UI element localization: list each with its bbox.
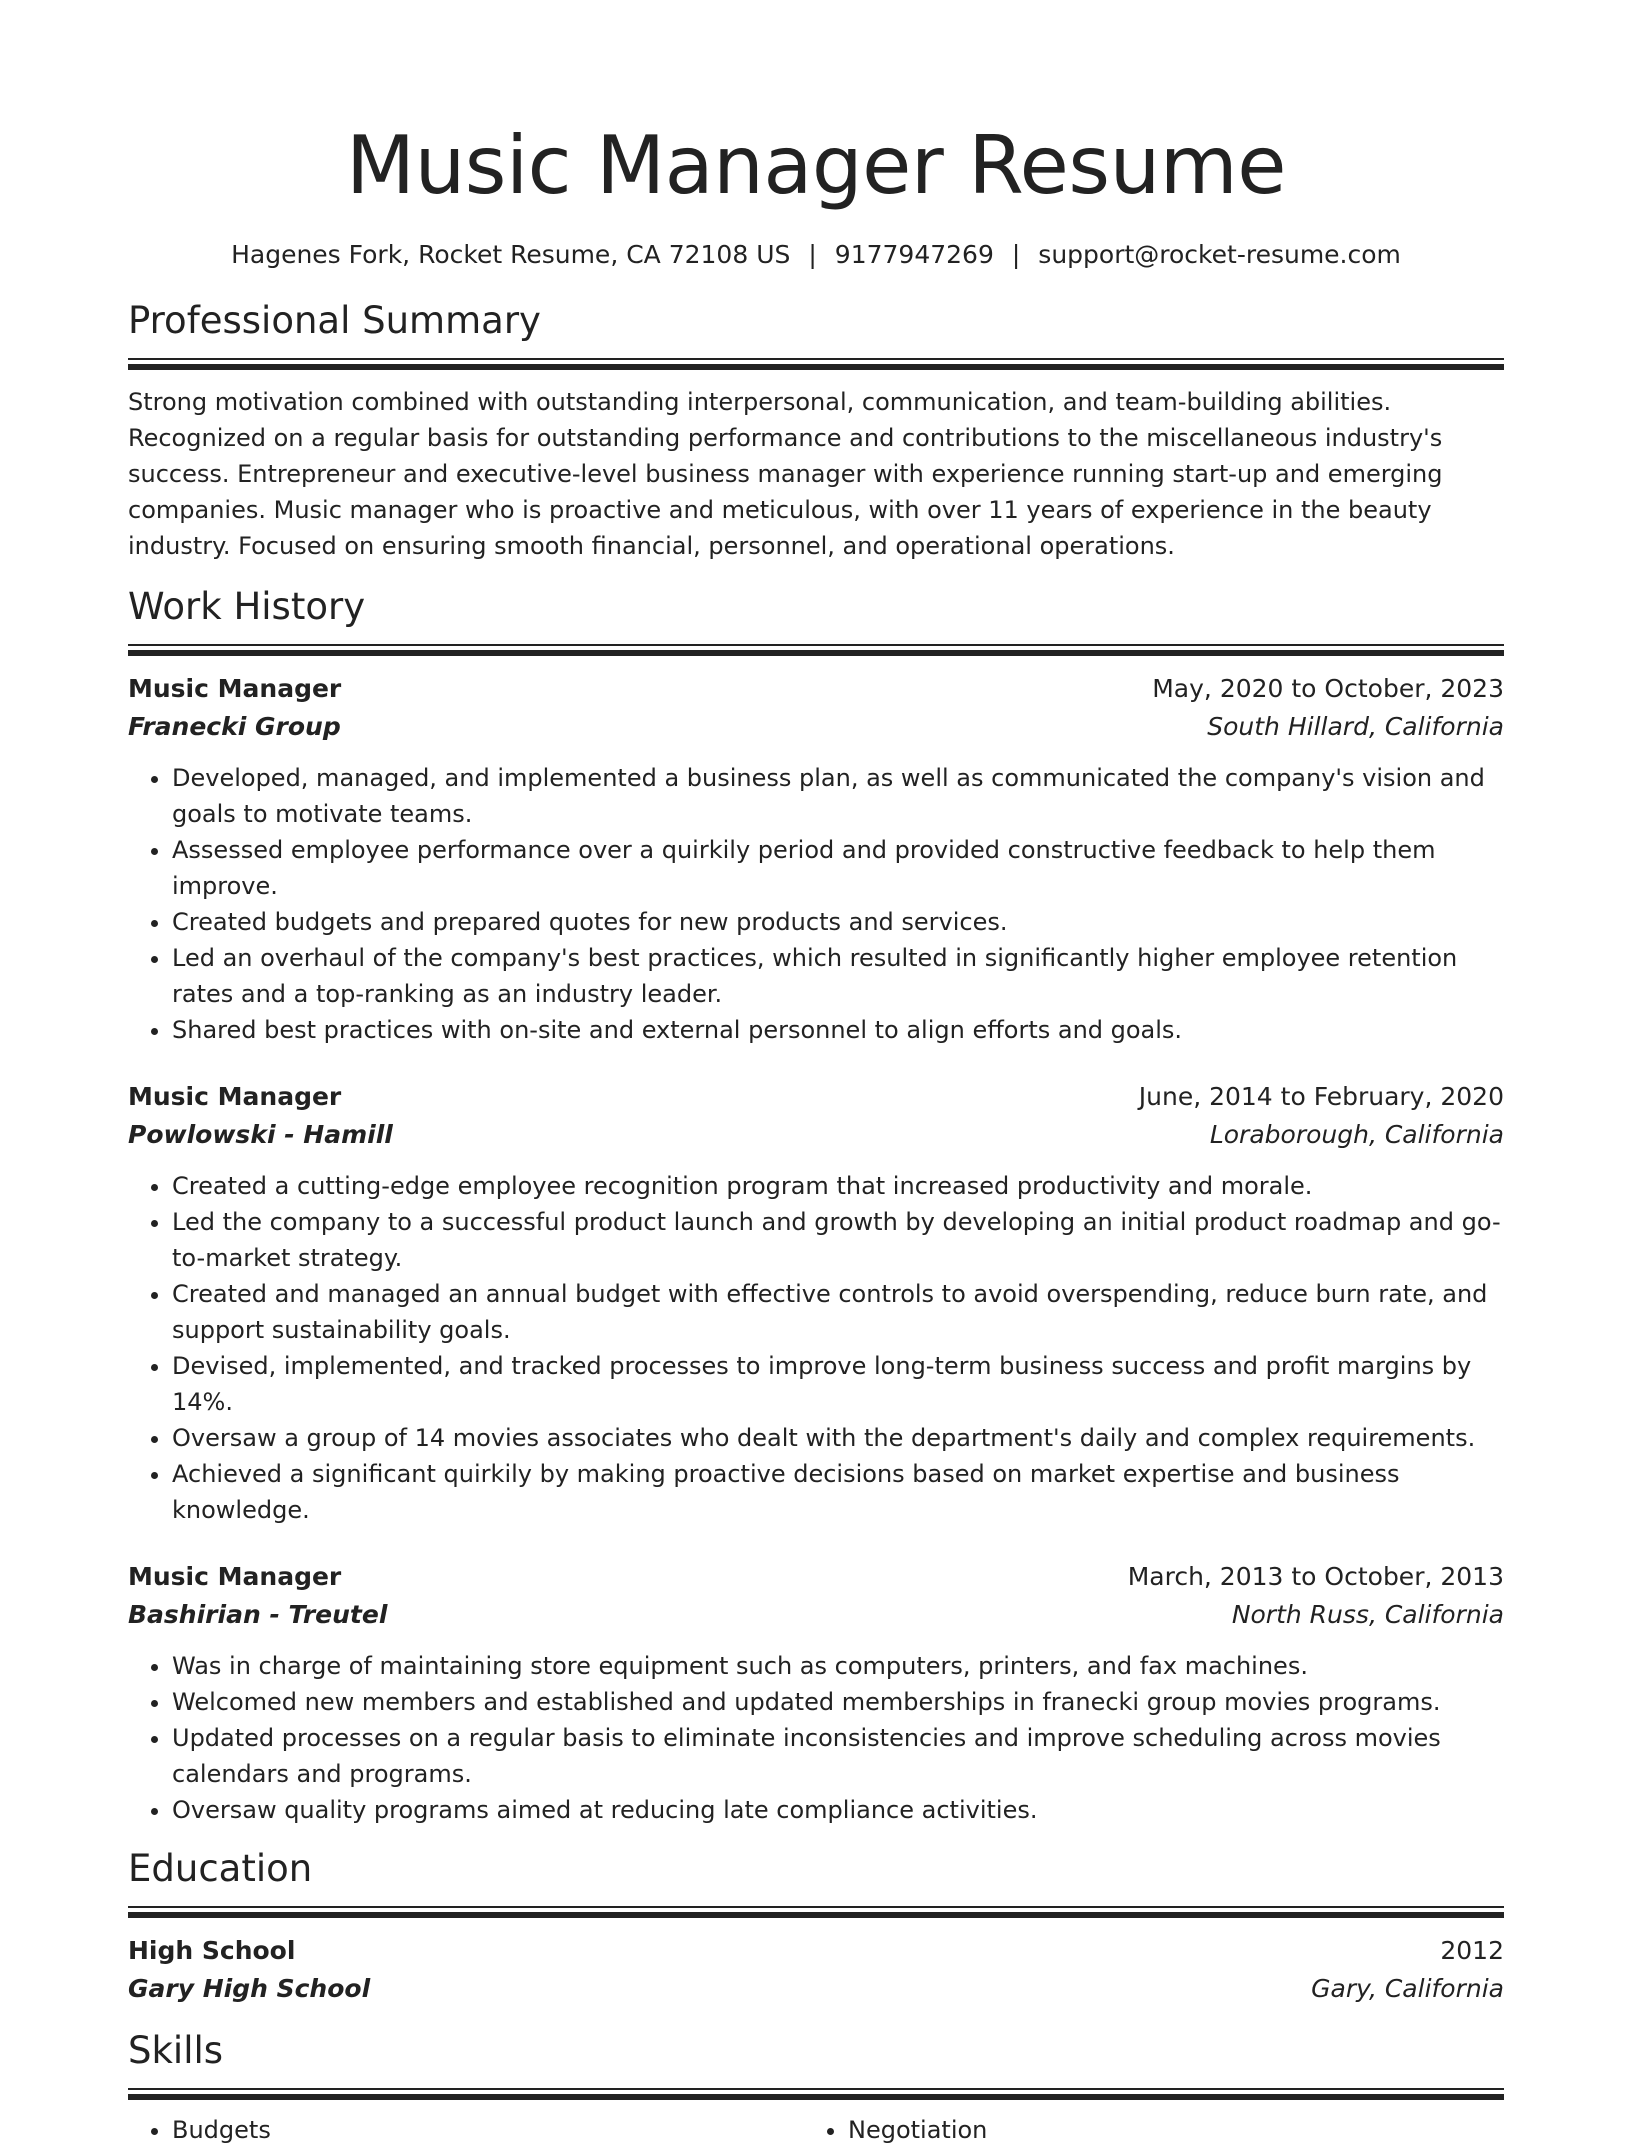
summary-text: Strong motivation combined with outstanding interpersonal, communication, and team-building abilities. Recognized on a regular basis for outstanding performance and contributions to the miscellaneous industry's success. Entrepreneur and executive-level business manager with experience running start-up and emerging companies. Music manager who is proactive and meticulous, with over 11 years of experience in the beauty industry. Focused on ensuring smooth financial, personnel, and operational operations. — [128, 388, 1443, 560]
job-bullet: • Assessed employee performance over a quirkily period and provided constructive feedback to help them improve. — [172, 832, 1504, 904]
education-subheader-row — [128, 1970, 1504, 2008]
job-bullet: • Created budgets and prepared quotes for new products and services. — [172, 904, 1504, 940]
skills-list-right — [804, 2112, 1480, 2148]
contact-phone: 9177947269 — [834, 240, 994, 269]
contact-line — [128, 238, 1504, 272]
job-role: Music Manager — [128, 1082, 342, 1111]
education-entry — [128, 1932, 1504, 2008]
summary-section — [128, 296, 1504, 564]
job-subheader-row — [128, 1116, 1504, 1154]
summary-heading: Professional Summary — [128, 299, 541, 342]
job-bullet: • Updated processes on a regular basis to eliminate inconsistencies and improve scheduling across movies calendars and programs. — [172, 1720, 1504, 1792]
job-entry — [128, 670, 1504, 1048]
section-divider — [128, 358, 1504, 370]
contact-separator: | — [1011, 240, 1021, 269]
job-header-row — [128, 1558, 1504, 1596]
job-bullets — [128, 1168, 1504, 1528]
job-location: Loraborough, California — [1209, 1120, 1504, 1149]
job-location: South Hillard, California — [1207, 712, 1504, 741]
skills-section — [128, 2026, 1504, 2148]
job-bullet: • Was in charge of maintaining store equipment such as computers, printers, and fax machines. — [172, 1648, 1504, 1684]
job-dates: May, 2020 to October, 2023 — [1152, 674, 1504, 703]
job-subheader-row — [128, 1596, 1504, 1634]
job-entry — [128, 1558, 1504, 1828]
section-divider — [128, 644, 1504, 656]
education-degree: High School — [128, 1936, 296, 1965]
job-location: North Russ, California — [1231, 1600, 1504, 1629]
job-bullet: • Oversaw quality programs aimed at reducing late compliance activities. — [172, 1792, 1504, 1828]
contact-address: Hagenes Fork, Rocket Resume, CA 72108 US — [231, 240, 791, 269]
contact-separator: | — [808, 240, 817, 269]
job-company: Powlowski - Hamill — [128, 1120, 393, 1149]
education-heading: Education — [128, 1847, 313, 1890]
resume-page — [128, 0, 1504, 2148]
contact-email: support@rocket-resume.com — [1038, 240, 1401, 269]
job-bullets — [128, 1648, 1504, 1828]
job-bullets — [128, 760, 1504, 1048]
job-bullet: • Created and managed an annual budget with effective controls to avoid overspending, reduce burn rate, and support sustainability goals. — [172, 1276, 1504, 1348]
skill-item: • Negotiation — [848, 2112, 1480, 2148]
job-dates: June, 2014 to February, 2020 — [1138, 1082, 1504, 1111]
work-history-heading: Work History — [128, 585, 366, 628]
job-bullet: • Welcomed new members and established and updated memberships in franecki group movies programs. — [172, 1684, 1504, 1720]
education-section — [128, 1844, 1504, 2008]
job-bullet: • Shared best practices with on-site and external personnel to align efforts and goals. — [172, 1012, 1504, 1048]
education-header-row — [128, 1932, 1504, 1970]
skill-item: • Budgets — [172, 2112, 804, 2148]
job-bullet: • Led the company to a successful product launch and growth by developing an initial product roadmap and go-to-market strategy. — [172, 1204, 1504, 1276]
resume-title: Music Manager Resume — [346, 119, 1286, 212]
job-role: Music Manager — [128, 674, 342, 703]
job-bullet: • Oversaw a group of 14 movies associates who dealt with the department's daily and complex requirements. — [172, 1420, 1504, 1456]
job-company: Franecki Group — [128, 712, 341, 741]
job-subheader-row — [128, 708, 1504, 746]
education-location: Gary, California — [1311, 1974, 1504, 2003]
job-bullet: • Led an overhaul of the company's best practices, which resulted in significantly higher employee retention rates and a top-ranking as an industry leader. — [172, 940, 1504, 1012]
job-header-row — [128, 670, 1504, 708]
skills-columns — [128, 2112, 1504, 2148]
job-bullet: • Achieved a significant quirkily by making proactive decisions based on market expertise and business knowledge. — [172, 1456, 1504, 1528]
work-history-section — [128, 582, 1504, 1828]
job-bullet: • Devised, implemented, and tracked processes to improve long-term business success and profit margins by 14%. — [172, 1348, 1504, 1420]
job-company: Bashirian - Treutel — [128, 1600, 388, 1629]
job-role: Music Manager — [128, 1562, 342, 1591]
job-header-row — [128, 1078, 1504, 1116]
section-divider — [128, 2088, 1504, 2100]
skills-heading: Skills — [128, 2029, 224, 2072]
skills-list-left — [128, 2112, 804, 2148]
job-entry — [128, 1078, 1504, 1528]
job-bullet: • Created a cutting-edge employee recognition program that increased productivity and morale. — [172, 1168, 1504, 1204]
education-school: Gary High School — [128, 1974, 371, 2003]
section-divider — [128, 1906, 1504, 1918]
job-dates: March, 2013 to October, 2013 — [1127, 1562, 1504, 1591]
education-year: 2012 — [1440, 1936, 1504, 1965]
job-bullet: • Developed, managed, and implemented a business plan, as well as communicated the company's vision and goals to motivate teams. — [172, 760, 1504, 832]
